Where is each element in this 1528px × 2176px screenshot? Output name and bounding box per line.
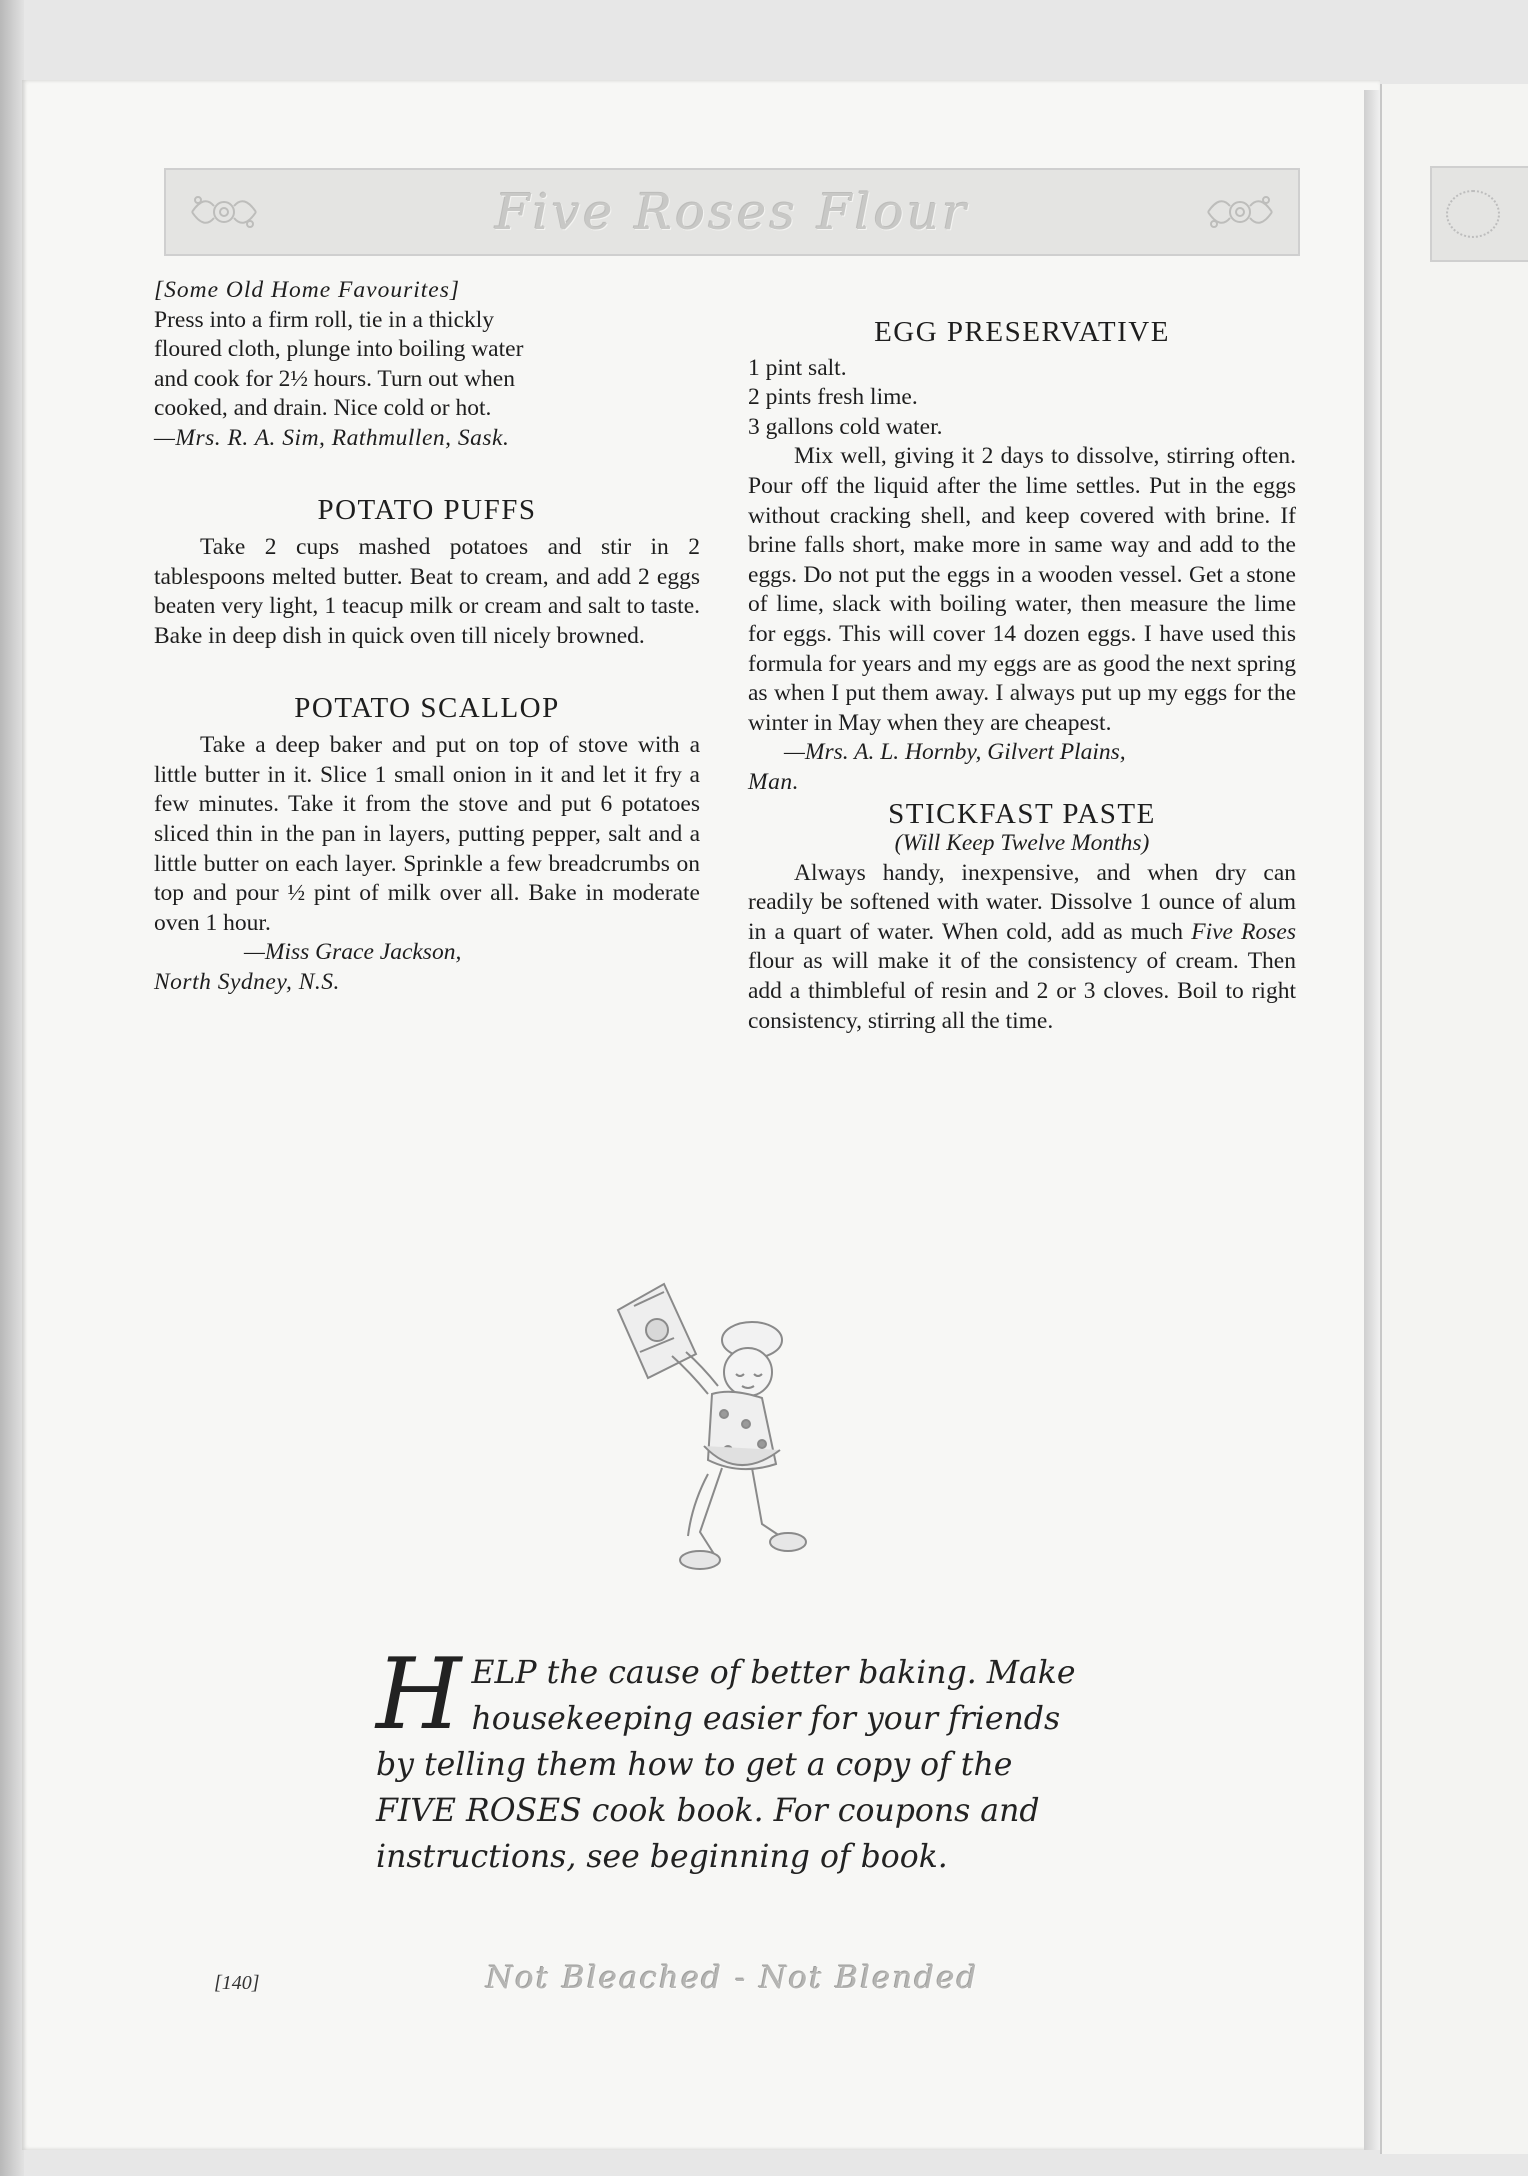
recipe-attribution: —Mrs. R. A. Sim, Rathmullen, Sask. bbox=[154, 424, 510, 451]
scan-edge bbox=[0, 0, 24, 2176]
recipe-attribution: —Miss Grace Jackson, bbox=[244, 939, 462, 966]
promo-text: ELP the cause of better baking. Make housekeeping easier for your friends by telling them how to get a copy of the FIVE ROSES cook book. For coupons and instructions, see beginning of book. bbox=[376, 1655, 1076, 1875]
promo-paragraph bbox=[376, 1638, 1076, 1880]
footer-slogan: Not Bleached - Not Blended bbox=[486, 1960, 979, 1996]
right-column bbox=[748, 318, 1296, 1036]
drop-cap: H bbox=[376, 1638, 462, 1752]
floral-ornament-icon bbox=[1200, 186, 1280, 238]
recipe-body-stickfast-paste bbox=[748, 859, 1296, 1037]
running-head: [Some Old Home Favourites] bbox=[154, 277, 461, 303]
floral-ornament-icon bbox=[184, 186, 264, 238]
recipe-subtitle: (Will Keep Twelve Months) bbox=[894, 830, 1150, 857]
page-gutter bbox=[1364, 90, 1380, 2150]
recipe-body-potato-scallop: Take a deep baker and put on top of stove with a little butter in it. Slice 1 small onion in it and let it fry a few minutes. Take it from the stove and put 6 potatoes sliced thin in the pan in layers, putting pepper, salt and a little butter on each layer. Sprinkle a few breadcrumbs on top and pour ½ pint of milk over all. Bake in moderate oven 1 hour. bbox=[154, 732, 700, 936]
text-line: and cook for 2½ hours. Turn out when bbox=[154, 365, 515, 392]
text-line: Press into a firm roll, tie in a thickly bbox=[154, 306, 495, 333]
text-span: flour as will make it of the consistency of cream. Then add a thimbleful of resin and 2 or 3 cloves. Boil to right consistency, stirring all the time. bbox=[748, 948, 1296, 1034]
recipe-body-potato-puffs: Take 2 cups mashed potatoes and stir in 2 tablespoons melted butter. Beat to cream, and add 2 eggs beaten very light, 1 teacup milk or cream and salt to taste. Bake in deep dish in quick oven till nicely browned. bbox=[154, 534, 700, 649]
brand-name: Five Roses bbox=[1191, 918, 1297, 945]
text-span: Always handy, inexpensive, and when dry can readily be softened with water. Dissolve 1 ounce of alum in a quart of water. When cold, add as much bbox=[748, 859, 1296, 945]
ingredient-line: 1 pint salt. bbox=[748, 354, 847, 381]
continued-recipe-text bbox=[154, 306, 700, 424]
text-line: floured cloth, plunge into boiling water bbox=[154, 336, 524, 363]
recipe-attribution-location: Man. bbox=[748, 768, 799, 795]
recipe-title-stickfast-paste: STICKFAST PASTE bbox=[888, 797, 1156, 830]
adjacent-page bbox=[1380, 84, 1528, 2154]
ingredient-line: 2 pints fresh lime. bbox=[748, 384, 918, 411]
recipe-title-potato-puffs: POTATO PUFFS bbox=[317, 493, 537, 526]
banner-title: Five Roses Flour bbox=[495, 183, 969, 241]
recipe-body-egg-preservative: Mix well, giving it 2 days to dissolve, stirring often. Pour off the liquid after the lime settles. Put in the eggs without cracking shell, and keep covered with brine. If brine falls short, make more in same way and add to the eggs. Do not put the eggs in a wooden vessel. Get a stone of lime, slack with boiling water, then measure the lime for eggs. This will cover 14 dozen eggs. I have used this formula for years and my eggs are as good the next spring as when I put them away. I always put up my eggs for the winter in May when they are cheapest. bbox=[748, 443, 1296, 736]
recipe-title-egg-preservative: EGG PRESERVATIVE bbox=[874, 316, 1170, 348]
text-line: cooked, and drain. Nice cold or hot. bbox=[154, 395, 492, 422]
adjacent-page-banner bbox=[1430, 166, 1528, 262]
boy-with-cookbook-illustration bbox=[612, 1254, 852, 1606]
recipe-attribution: —Mrs. A. L. Hornby, Gilvert Plains, bbox=[784, 739, 1126, 766]
recipe-attribution-location: North Sydney, N.S. bbox=[154, 968, 340, 995]
ingredient-line: 3 gallons cold water. bbox=[748, 413, 943, 440]
left-column bbox=[154, 276, 700, 997]
header-banner bbox=[164, 168, 1300, 256]
recipe-title-potato-scallop: POTATO SCALLOP bbox=[294, 691, 560, 724]
page-number: [140] bbox=[214, 1972, 260, 1994]
